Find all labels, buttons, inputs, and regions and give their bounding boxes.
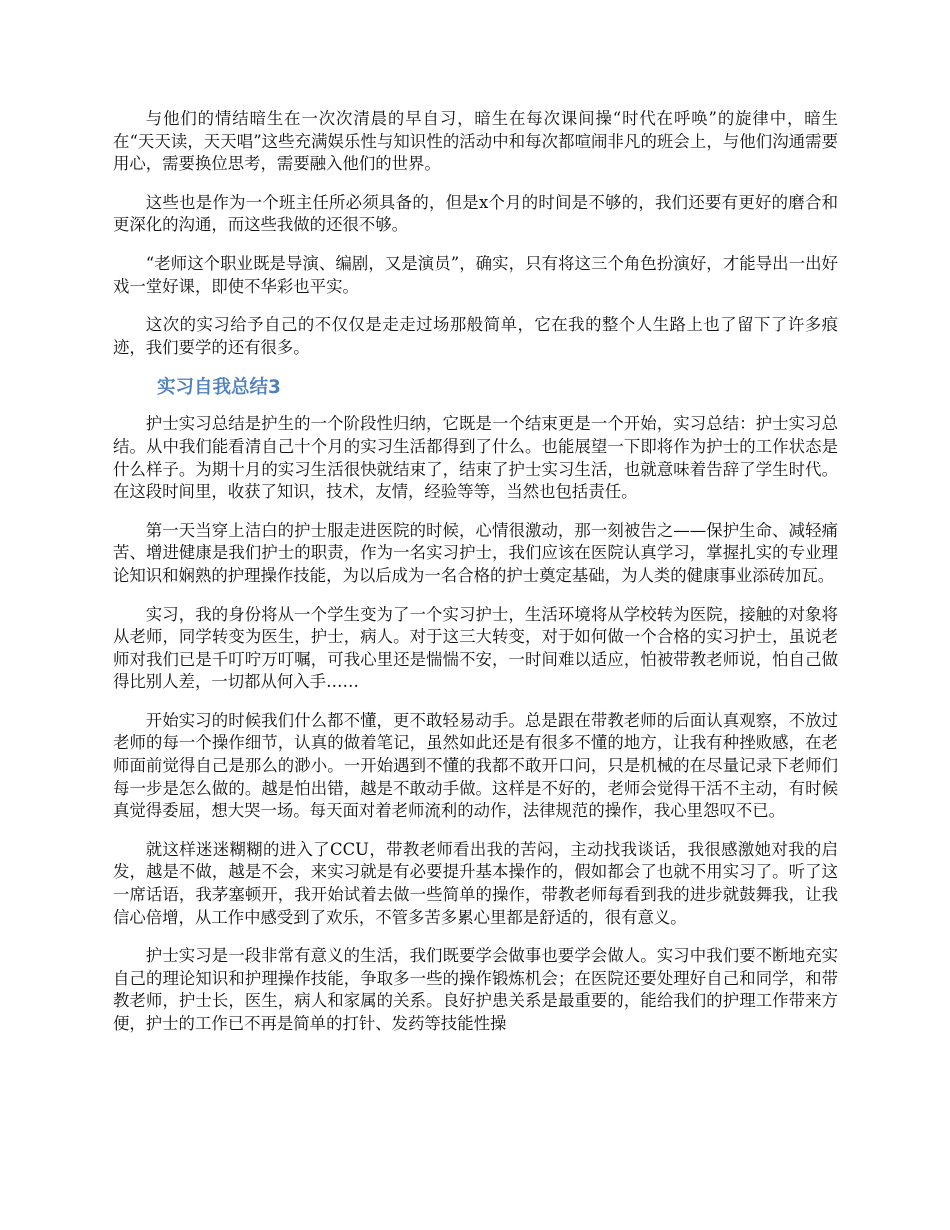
section-heading-text: 实习自我总结 [157, 377, 269, 399]
paragraph: 与他们的情结暗生在一次次清晨的早自习，暗生在每次课间操“时代在呼唤”的旋律中，暗生在“天天读，天天唱”这些充满娱乐性与知识性的活动中和每次都喧闹非凡的班会上，与他们沟通需要用心，需要换位思考，需要融入他们的世界。 [113, 109, 838, 174]
section-heading [113, 375, 838, 401]
paragraph: 开始实习的时候我们什么都不懂，更不敢轻易动手。总是跟在带教老师的后面认真观察，不放过老师的每一个操作细节，认真的做着笔记，虽然如此还是有很多不懂的地方，让我有种挫败感，在老师面前觉得自己是那么的渺小。一开始遇到不懂的我都不敢开口问，只是机械的在尽量记录下老师们每一步是怎么做的。越是怕出错，越是不敢动手做。这样是不好的，老师会觉得干活不主动，有时候真觉得委屈，想大哭一场。每天面对着老师流利的动作，法律规范的操作，我心里怨叹不已。 [113, 710, 838, 821]
paragraph: 第一天当穿上洁白的护士服走进医院的时候，心情很激动，那一刻被告之——保护生命、减轻痛苦、增进健康是我们护士的职责，作为一名实习护士，我们应该在医院认真学习，掌握扎实的专业理论知识和娴熟的护理操作技能，为以后成为一名合格的护士奠定基础，为人类的健康事业添砖加瓦。 [113, 520, 838, 585]
paragraph: 这些也是作为一个班主任所必须具备的，但是x个月的时间是不够的，我们还要有更好的磨合和更深化的沟通，而这些我做的还很不够。 [113, 192, 838, 235]
paragraph: 实习，我的身份将从一个学生变为了一个实习护士，生活环境将从学校转为医院，接触的对象将从老师，同学转变为医生，护士，病人。对于这三大转变，对于如何做一个合格的实习护士，虽说老师对我们已是千叮咛万叮嘱，可我心里还是惴惴不安，一时间难以适应，怕被带教老师说，怕自己做得比别人差，一切都从何入手…… [113, 604, 838, 692]
paragraph: 护士实习是一段非常有意义的生活，我们既要学会做事也要学会做人。实习中我们要不断地充实自己的理论知识和护理操作技能，争取多一些的操作锻炼机会；在医院还要处理好自己和同学，和带教老师，护士长，医生，病人和家属的关系。良好护患关系是最重要的，能给我们的护理工作带来方便，护士的工作已不再是简单的打针、发药等技能性操 [113, 946, 838, 1033]
paragraph: 这次的实习给予自己的不仅仅是走走过场那般简单，它在我的整个人生路上也了留下了许多痕迹，我们要学的还有很多。 [113, 315, 838, 357]
paragraph: 就这样迷迷糊糊的进入了CCU，带教老师看出我的苦闷，主动找我谈话，我很感激她对我的启发，越是不做，越是不会，来实习就是有必要提升基本操作的，假如都会了也就不用实习了。听了这一席话语，我茅塞顿开，我开始试着去做一些简单的操作，带教老师每看到我的进步就鼓舞我，让我信心倍增，从工作中感受到了欢乐，不管多苦多累心里都是舒适的，很有意义。 [113, 839, 838, 927]
paragraph: 护士实习总结是护生的一个阶段性归纳，它既是一个结束更是一个开始，实习总结：护士实习总结。从中我们能看清自己十个月的实习生活都得到了什么。也能展望一下即将作为护士的工作状态是什么样子。为期十月的实习生活很快就结束了，结束了护士实习生活，也就意味着告辞了学生时代。在这段时间里，收获了知识，技术，友情，经验等等，当然也包括责任。 [113, 414, 838, 502]
section-heading-number: 3 [268, 377, 281, 399]
paragraph: “老师这个职业既是导演、编剧，又是演员”，确实，只有将这三个角色扮演好，才能导出一出好戏一堂好课，即使不华彩也平实。 [113, 253, 838, 296]
